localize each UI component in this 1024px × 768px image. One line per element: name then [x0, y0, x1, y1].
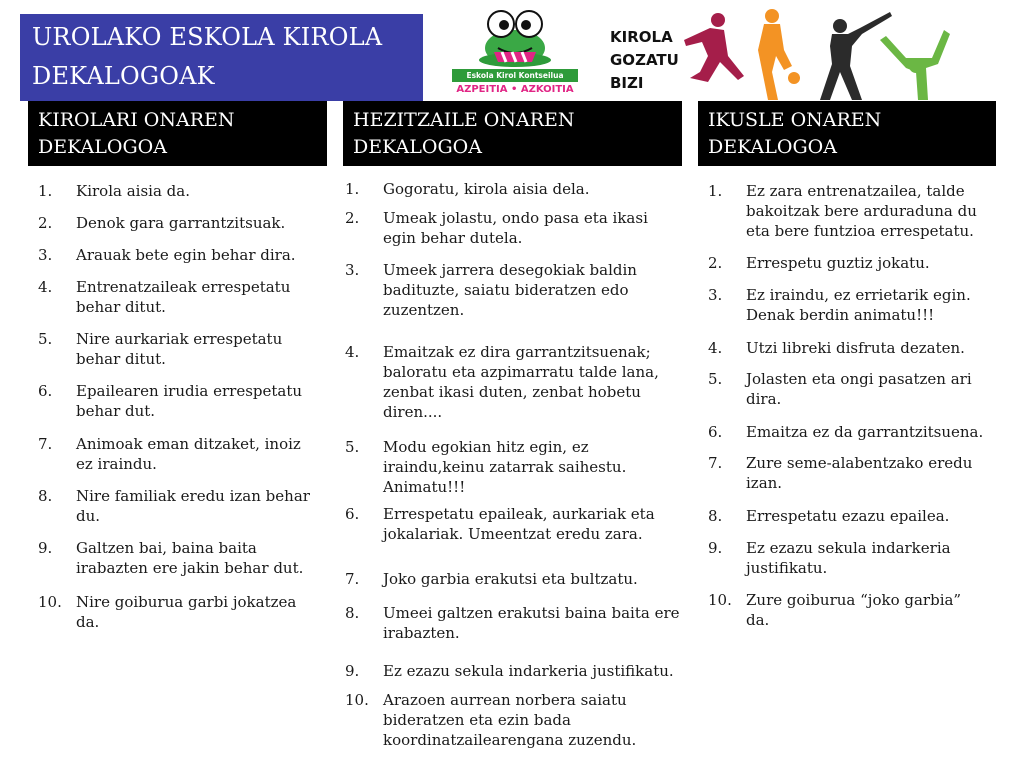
column-heading-hezitzaile	[343, 101, 682, 166]
list-item-number: 5.	[38, 330, 53, 348]
list-item-number: 1.	[38, 182, 53, 200]
slogan	[610, 26, 680, 95]
list-item-line: Umeei galtzen erakutsi baina baita ere	[383, 604, 680, 622]
list-item-line: Ez ezazu sekula indarkeria	[746, 539, 951, 557]
list-item-number: 9.	[345, 662, 360, 680]
list-item-line: Ez iraindu, ez errietarik egin.	[746, 286, 971, 304]
list-item-number: 2.	[708, 254, 723, 272]
list-item-line: koordinatzailearengana zuzendu.	[383, 731, 637, 749]
slogan-word-1: KIROLA	[610, 28, 673, 46]
logo-text: Eskola Kirol Kontseilua	[452, 69, 578, 82]
slogan-word-3: BIZI	[610, 74, 644, 92]
list-item-line: behar ditut.	[76, 350, 166, 368]
runner-figure-icon	[684, 13, 744, 82]
list-item-number: 8.	[38, 487, 53, 505]
list-item-line: Utzi libreki disfruta dezaten.	[746, 339, 965, 357]
list-item-number: 7.	[345, 570, 360, 588]
list-item-line: Umeak jolastu, ondo pasa eta ikasi	[383, 209, 648, 227]
list-item-line: zenbat ikasi duten, zenbat hobetu	[383, 383, 641, 401]
list-item-line: Errespetatu ezazu epailea.	[746, 507, 950, 525]
heading-line-1: IKUSLE ONAREN	[708, 109, 882, 131]
list-item-line: eta bere funtzioa errespetatu.	[746, 222, 974, 240]
list-item-line: Errespetu guztiz jokatu.	[746, 254, 930, 272]
list-item-number: 4.	[708, 339, 723, 357]
list-item-line: Nire goiburua garbi jokatzea	[76, 593, 297, 611]
list-item-number: 4.	[345, 343, 360, 361]
list-item-line: Ez zara entrenatzailea, talde	[746, 182, 965, 200]
list-item-line: Umeek jarrera desegokiak baldin	[383, 261, 637, 279]
list-item-number: 3.	[38, 246, 53, 264]
list-item-line: izan.	[746, 474, 783, 492]
list-item-line: Galtzen bai, baina baita	[76, 539, 257, 557]
list-item-line: Jolasten eta ongi pasatzen ari	[746, 370, 972, 388]
cartwheel-figure-icon	[880, 30, 950, 100]
column-heading-kirolari	[28, 101, 327, 166]
list-item-line: ez iraindu.	[76, 455, 157, 473]
title-line-2: DEKALOGOAK	[32, 62, 215, 90]
list-item-line: behar dut.	[76, 402, 156, 420]
list-item-line: Nire aurkariak errespetatu	[76, 330, 283, 348]
list-item-line: Emaitza ez da garrantzitsuena.	[746, 423, 984, 441]
frog-mascot-icon	[476, 8, 554, 70]
list-item-line: Modu egokian hitz egin, ez	[383, 438, 589, 456]
list-item-number: 10.	[38, 593, 62, 611]
list-item-line: Ez ezazu sekula indarkeria justifikatu.	[383, 662, 674, 680]
list-item-line: du.	[76, 507, 101, 525]
list-item-line: da.	[746, 611, 770, 629]
list-item-number: 10.	[708, 591, 732, 609]
list-item-number: 2.	[38, 214, 53, 232]
list-item-line: Zure seme-alabentzako eredu	[746, 454, 973, 472]
list-item-number: 6.	[708, 423, 723, 441]
eskola-kirol-logo	[452, 8, 578, 100]
list-item-line: Zure goiburua “joko garbia”	[746, 591, 962, 609]
list-item-line: Animoak eman ditzaket, inoiz	[76, 435, 301, 453]
list-item-line: dira.	[746, 390, 782, 408]
list-item-number: 5.	[345, 438, 360, 456]
list-item-number: 6.	[38, 382, 53, 400]
list-item-line: Denok gara garrantzitsuak.	[76, 214, 286, 232]
list-item-line: Arauak bete egin behar dira.	[76, 246, 296, 264]
list-item-number: 1.	[345, 180, 360, 198]
list-item-line: irabazten.	[383, 624, 460, 642]
list-item-number: 9.	[708, 539, 723, 557]
list-item-number: 8.	[345, 604, 360, 622]
list-item-line: irabazten ere jakin behar dut.	[76, 559, 304, 577]
list-item-line: Joko garbia erakutsi eta bultzatu.	[383, 570, 638, 588]
list-item-line: zuzentzen.	[383, 301, 465, 319]
athlete-figures-icon	[680, 6, 950, 102]
football-player-figure-icon	[758, 9, 800, 100]
list-item-line: jokalariak. Umeentzat eredu zara.	[383, 525, 643, 543]
list-item-line: Kirola aisia da.	[76, 182, 190, 200]
list-item-number: 7.	[38, 435, 53, 453]
list-item-line: Arazoen aurrean norbera saiatu	[383, 691, 627, 709]
list-item-line: badituzte, saiatu bideratzen edo	[383, 281, 629, 299]
list-item-number: 2.	[345, 209, 360, 227]
heading-line-2: DEKALOGOA	[708, 136, 837, 158]
list-item-line: justifikatu.	[746, 559, 828, 577]
list-item-line: bideratzen eta ezin bada	[383, 711, 571, 729]
title-line-1: UROLAKO ESKOLA KIROLA	[32, 23, 383, 51]
list-item-line: Denak berdin animatu!!!	[746, 306, 935, 324]
list-item-number: 3.	[345, 261, 360, 279]
list-item-line: egin behar dutela.	[383, 229, 523, 247]
list-item-line: bakoitzak bere arduraduna du	[746, 202, 977, 220]
list-item-number: 7.	[708, 454, 723, 472]
list-item-line: Epailearen irudia errespetatu	[76, 382, 303, 400]
list-item-line: iraindu,keinu zatarrak saihestu.	[383, 458, 627, 476]
list-item-number: 1.	[708, 182, 723, 200]
list-item-number: 6.	[345, 505, 360, 523]
heading-line-1: KIROLARI ONAREN	[38, 109, 235, 131]
list-item-line: Entrenatzaileak errespetatu	[76, 278, 291, 296]
list-item-line: diren....	[383, 403, 443, 421]
heading-line-2: DEKALOGOA	[38, 136, 167, 158]
list-item-line: behar ditut.	[76, 298, 166, 316]
heading-line-2: DEKALOGOA	[353, 136, 482, 158]
list-item-number: 5.	[708, 370, 723, 388]
list-item-number: 3.	[708, 286, 723, 304]
list-item-line: baloratu eta azpimarratu talde lana,	[383, 363, 659, 381]
list-item-number: 9.	[38, 539, 53, 557]
list-item-number: 8.	[708, 507, 723, 525]
list-item-number: 4.	[38, 278, 53, 296]
list-item-line: Nire familiak eredu izan behar	[76, 487, 310, 505]
list-item-line: Errespetatu epaileak, aurkariak eta	[383, 505, 655, 523]
column-heading-ikusle	[698, 101, 996, 166]
list-item-line: Gogoratu, kirola aisia dela.	[383, 180, 590, 198]
list-item-line: Animatu!!!	[383, 478, 466, 496]
slogan-word-2: GOZATU	[610, 51, 679, 69]
logo-subtext: AZPEITIA • AZKOITIA	[456, 84, 574, 95]
list-item-line: da.	[76, 613, 100, 631]
page-title	[20, 14, 423, 101]
fencer-figure-icon	[820, 12, 892, 100]
heading-line-1: HEZITZAILE ONAREN	[353, 109, 575, 131]
list-item-line: Emaitzak ez dira garrantzitsuenak;	[383, 343, 651, 361]
list-item-number: 10.	[345, 691, 369, 709]
